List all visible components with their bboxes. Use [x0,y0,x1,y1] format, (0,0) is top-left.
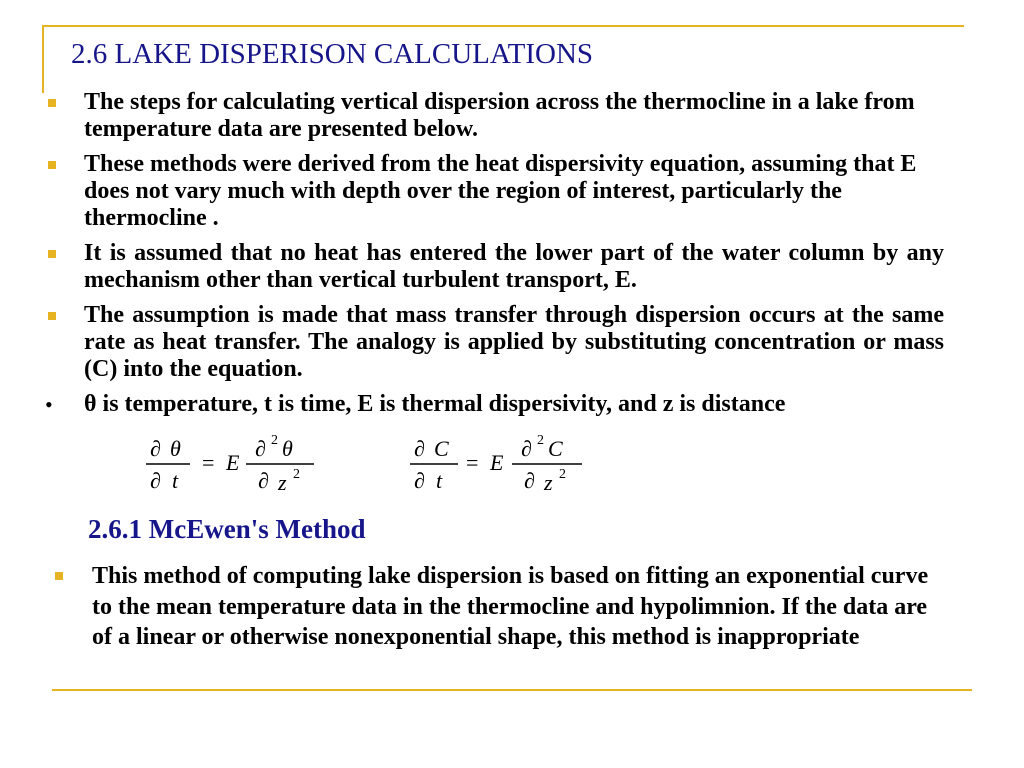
eq-partial-symbol: ∂ [150,468,161,493]
bullet-item [52,561,952,653]
square-bullet-icon [48,312,56,320]
bullet-item [48,89,944,143]
eq-dispersivity-symbol: E [490,450,504,475]
square-bullet-icon [48,250,56,258]
eq-equals-sign: = [466,450,479,475]
eq-partial-symbol: ∂ [521,436,532,461]
eq-exponent: 2 [271,433,278,448]
bullet-text: The assumption is made that mass transfer through dispersion occurs at the same rate as heat transfer. The analogy is applied by substituting concentration or mass (C) into the equation. [84,302,944,382]
eq-concentration-symbol: C [548,436,563,461]
eq-partial-symbol: ∂ [524,468,535,493]
eq-time-symbol: t [436,468,443,493]
square-bullet-icon [48,161,56,169]
eq-partial-symbol: ∂ [414,468,425,493]
frame-bottom-line [52,689,972,691]
square-bullet-icon [55,572,63,580]
bullet-item [48,151,944,232]
eq-dispersivity-symbol: E [226,450,240,475]
eq-exponent: 2 [293,467,300,482]
bullet-text: These methods were derived from the heat dispersivity equation, assuming that E does not vary much with depth over the region of interest, particularly the thermocline . [84,151,917,231]
bullet-text: The steps for calculating vertical dispersion across the thermocline in a lake from temperature data are presented below. [84,89,915,142]
eq-exponent: 2 [559,467,566,482]
slide-title: 2.6 LAKE DISPERISON CALCULATIONS [71,38,594,70]
eq-temperature-symbol: θ [282,436,293,461]
eq-temperature-symbol: θ [170,436,181,461]
eq-partial-symbol: ∂ [414,436,425,461]
mass-equation [402,426,586,498]
bullet-item [48,302,944,383]
subsection-title: 2.6.1 McEwen's Method [88,514,366,544]
bullet-text: θ is temperature, t is time, E is thermal dispersivity, and z is distance [84,391,786,417]
eq-concentration-symbol: C [434,436,449,461]
bullet-item [45,391,944,418]
bullet-item [48,240,944,294]
eq-partial-symbol: ∂ [258,468,269,493]
eq-exponent: 2 [537,433,544,448]
subsection-bullet-list [52,561,952,653]
eq-time-symbol: t [172,468,179,493]
round-bullet-icon: • [45,392,53,417]
frame-left-line [42,25,44,93]
bullet-text: This method of computing lake dispersion is based on fitting an exponential curve to the mean temperature data in the thermocline and hypolimnion. If the data are of a linear or otherwise nonexponential shape, this method is inappropriate [92,563,929,650]
eq-depth-symbol: z [278,470,287,495]
frame-top-line [42,25,964,27]
heat-equation [138,426,318,498]
square-bullet-icon [48,99,56,107]
eq-depth-symbol: z [544,470,553,495]
bullet-text: It is assumed that no heat has entered the lower part of the water column by any mechanism other than vertical turbulent transport, E. [84,240,944,293]
bullet-list [45,89,944,426]
eq-partial-symbol: ∂ [150,436,161,461]
eq-equals-sign: = [202,450,215,475]
eq-partial-symbol: ∂ [255,436,266,461]
